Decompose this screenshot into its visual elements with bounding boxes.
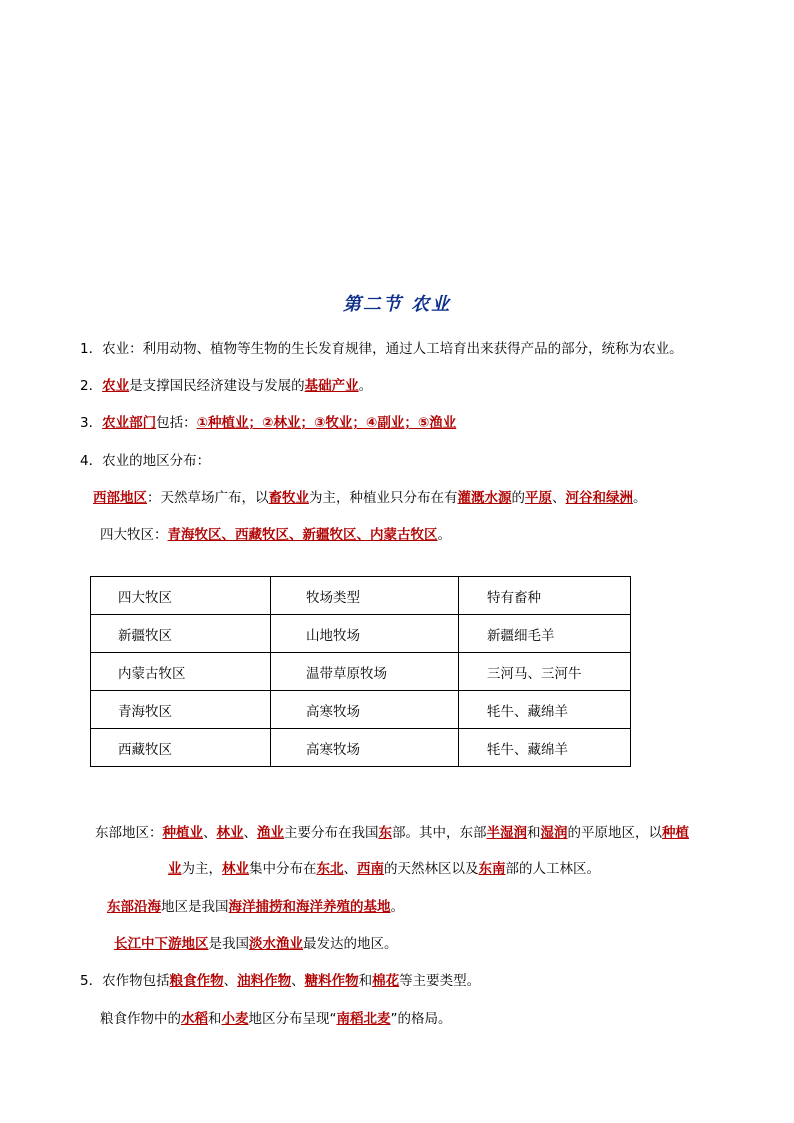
table-cell: 三河马、三河牛 bbox=[459, 653, 631, 691]
keyword: 林业 bbox=[222, 861, 249, 877]
keyword: 青海牧区、西藏牧区、新疆牧区、内蒙古牧区 bbox=[167, 527, 438, 543]
four-pastoral-line bbox=[100, 526, 451, 544]
keyword: 湿润 bbox=[540, 825, 568, 841]
keyword: 种植 bbox=[662, 825, 689, 841]
text: 地区是我国 bbox=[161, 899, 229, 915]
keyword: 油料作物 bbox=[237, 973, 292, 989]
text: 的 bbox=[511, 490, 525, 506]
keyword: 东北 bbox=[316, 861, 344, 877]
point-3 bbox=[80, 414, 456, 432]
keyword: 东南 bbox=[478, 861, 506, 877]
table-header-row bbox=[91, 577, 631, 615]
keyword: 灌溉水源 bbox=[457, 490, 512, 506]
text: 。 bbox=[437, 527, 451, 543]
keyword: 棉花 bbox=[372, 973, 400, 989]
text: 、 bbox=[552, 490, 566, 506]
text: 地区分布呈现“ bbox=[248, 1011, 337, 1027]
text: 、 bbox=[243, 825, 257, 841]
keyword: 淡水渔业 bbox=[249, 936, 303, 952]
keyword: 水稻 bbox=[181, 1011, 208, 1027]
text: 集中分布在 bbox=[249, 861, 317, 877]
keyword: 种植业 bbox=[162, 825, 203, 841]
point-2 bbox=[80, 377, 372, 395]
text: 、 bbox=[203, 825, 217, 841]
keyword: 畜牧业 bbox=[268, 490, 309, 506]
text: 。 bbox=[390, 899, 404, 915]
text: 和 bbox=[358, 973, 373, 989]
table-row bbox=[91, 691, 631, 729]
text: 和 bbox=[527, 825, 541, 841]
text: 四大牧区： bbox=[100, 527, 168, 543]
west-region-line bbox=[93, 489, 647, 507]
page-title: 第二节 农业 bbox=[342, 294, 452, 315]
table-row bbox=[91, 653, 631, 691]
point-text: 农业：利用动物、植物等生物的生长发育规律，通过人工培育出来获得产品的部分，统称为农业。 bbox=[102, 341, 683, 357]
text: 东部地区： bbox=[95, 825, 163, 841]
keyword: 业 bbox=[168, 861, 182, 877]
text: 部的人工林区。 bbox=[505, 861, 600, 877]
table-cell: 新疆牧区 bbox=[91, 615, 271, 653]
table-cell: 新疆细毛羊 bbox=[459, 615, 631, 653]
table-cell: 内蒙古牧区 bbox=[91, 653, 271, 691]
keyword: 东部沿海 bbox=[107, 899, 161, 915]
keyword: 农业部门 bbox=[102, 415, 157, 431]
grain-line bbox=[100, 1010, 452, 1028]
point-number: 2． bbox=[80, 378, 103, 394]
text: 。 bbox=[633, 490, 647, 506]
keyword: 西南 bbox=[357, 861, 384, 877]
table-cell: 高寒牧场 bbox=[271, 691, 459, 729]
table-header-cell: 四大牧区 bbox=[91, 577, 271, 615]
text: 包括： bbox=[156, 415, 197, 431]
pastoral-table bbox=[90, 576, 631, 767]
keyword: ①种植业；②林业；③牧业；④副业；⑤渔业 bbox=[196, 415, 457, 431]
keyword: 粮食作物 bbox=[169, 973, 224, 989]
text: 是我国 bbox=[208, 936, 249, 952]
keyword: 平原 bbox=[525, 490, 552, 506]
keyword: 农业 bbox=[102, 378, 130, 394]
table-cell: 西藏牧区 bbox=[91, 729, 271, 767]
keyword: 半湿润 bbox=[486, 825, 527, 841]
point-text: 农业的地区分布： bbox=[102, 453, 211, 469]
keyword: 渔业 bbox=[257, 825, 284, 841]
text: 的天然林区以及 bbox=[384, 861, 479, 877]
table-cell: 牦牛、藏绵羊 bbox=[459, 729, 631, 767]
keyword: 小麦 bbox=[221, 1011, 249, 1027]
text: 、 bbox=[291, 973, 305, 989]
text: 、 bbox=[223, 973, 238, 989]
text: 最发达的地区。 bbox=[303, 936, 398, 952]
keyword: 海洋捕捞和海洋养殖的基地 bbox=[228, 899, 391, 915]
coastal-line bbox=[107, 898, 404, 916]
east-region-line-2 bbox=[168, 860, 600, 878]
text: 为主， bbox=[181, 861, 222, 877]
table-cell: 山地牧场 bbox=[271, 615, 459, 653]
text: 粮食作物中的 bbox=[100, 1011, 181, 1027]
keyword: 东 bbox=[378, 825, 392, 841]
point-number: 3． bbox=[80, 415, 103, 431]
text: 。 bbox=[358, 378, 373, 394]
east-region-line bbox=[95, 824, 689, 842]
keyword: 西部地区 bbox=[93, 490, 147, 506]
point-number: 1． bbox=[80, 341, 103, 357]
keyword: 糖料作物 bbox=[304, 973, 359, 989]
text: ：天然草场广布，以 bbox=[147, 490, 269, 506]
text: 、 bbox=[343, 861, 357, 877]
text: 主要分布在我国 bbox=[284, 825, 379, 841]
point-1 bbox=[80, 340, 683, 358]
text: 等主要类型。 bbox=[399, 973, 481, 989]
text: 农作物包括 bbox=[102, 973, 170, 989]
text: 是支撑国民经济建设与发展的 bbox=[129, 378, 305, 394]
table-header-cell: 特有畜种 bbox=[459, 577, 631, 615]
text: 为主，种植业只分布在有 bbox=[309, 490, 458, 506]
text: 的平原地区，以 bbox=[567, 825, 662, 841]
keyword: 基础产业 bbox=[304, 378, 359, 394]
table-row bbox=[91, 615, 631, 653]
point-5 bbox=[80, 972, 480, 990]
table-cell: 高寒牧场 bbox=[271, 729, 459, 767]
text: 部。其中，东部 bbox=[392, 825, 487, 841]
table-cell: 青海牧区 bbox=[91, 691, 271, 729]
keyword: 长江中下游地区 bbox=[114, 936, 209, 952]
point-number: 5． bbox=[80, 973, 103, 989]
table-header-cell: 牧场类型 bbox=[271, 577, 459, 615]
text: 和 bbox=[208, 1011, 222, 1027]
point-number: 4． bbox=[80, 453, 103, 469]
table-cell: 温带草原牧场 bbox=[271, 653, 459, 691]
keyword: 河谷和绿洲 bbox=[565, 490, 633, 506]
keyword: 南稻北麦 bbox=[336, 1011, 391, 1027]
table-cell: 牦牛、藏绵羊 bbox=[459, 691, 631, 729]
table-row bbox=[91, 729, 631, 767]
point-4 bbox=[80, 452, 210, 470]
text: ”的格局。 bbox=[390, 1011, 452, 1027]
yangtze-line bbox=[114, 935, 398, 953]
keyword: 林业 bbox=[216, 825, 244, 841]
